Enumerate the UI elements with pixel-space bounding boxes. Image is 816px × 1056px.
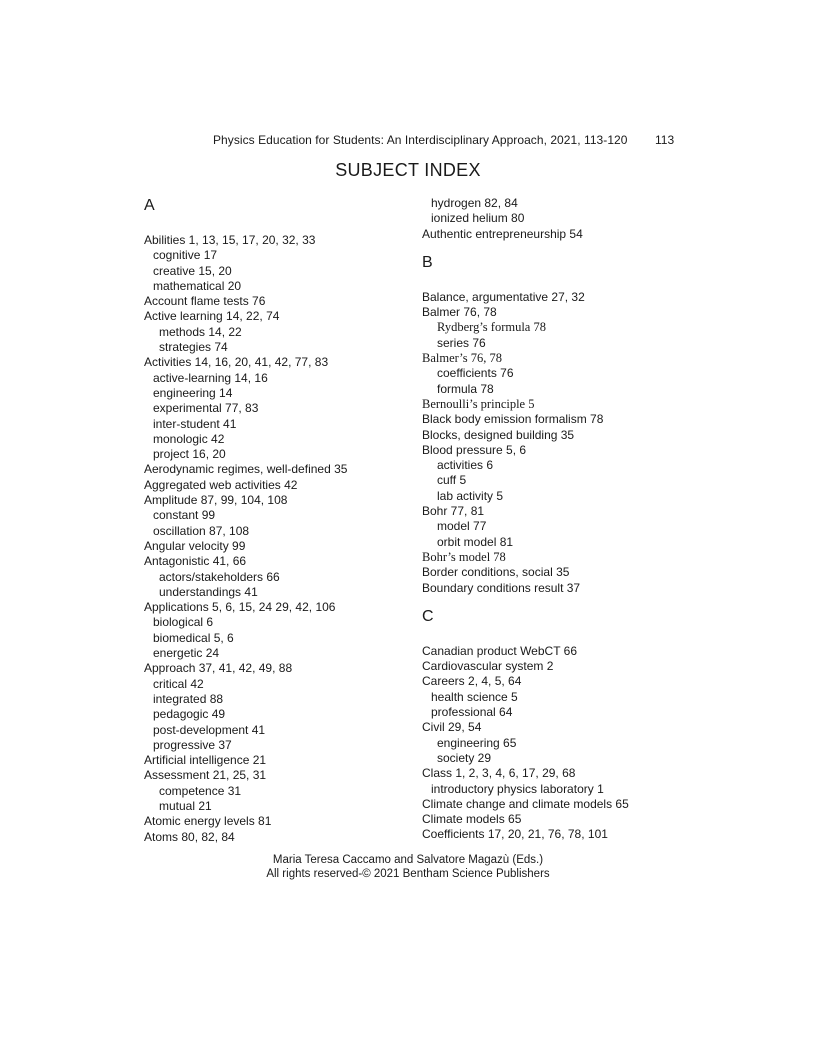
index-entry: Abilities 1, 13, 15, 17, 20, 32, 33 bbox=[144, 233, 316, 247]
spacer bbox=[422, 626, 712, 644]
index-subentry: strategies 74 bbox=[159, 340, 228, 355]
index-entry: Active learning 14, 22, 74 bbox=[144, 309, 280, 324]
index-entry: Balmer 76, 78 bbox=[422, 305, 497, 320]
index-column-right bbox=[422, 196, 712, 843]
index-entry: Boundary conditions result 37 bbox=[422, 580, 581, 595]
index-subentry: professional 64 bbox=[431, 705, 513, 720]
index-subentry: introductory physics laboratory 1 bbox=[431, 781, 604, 796]
index-subentry: engineering 65 bbox=[437, 735, 517, 750]
index-entry: Applications 5, 6, 15, 24 29, 42, 106 bbox=[144, 600, 336, 615]
index-entry: Antagonistic 41, 66 bbox=[144, 554, 247, 569]
index-entry: Activities 14, 16, 20, 41, 42, 77, 83 bbox=[144, 355, 329, 370]
entries-b bbox=[422, 290, 712, 596]
index-subentry: health science 5 bbox=[431, 689, 518, 704]
index-subentry: ionized helium 80 bbox=[431, 211, 525, 226]
index-column-left bbox=[144, 197, 414, 845]
index-subentry: oscillation 87, 108 bbox=[153, 523, 250, 538]
index-entry: Aggregated web activities 42 bbox=[144, 477, 298, 492]
footer-editors: Maria Teresa Caccamo and Salvatore Magazù (Eds.) bbox=[272, 854, 544, 866]
page-number: 113 bbox=[655, 133, 675, 147]
index-entry: Approach 37, 41, 42, 49, 88 bbox=[144, 661, 293, 676]
index-entry: Climate models 65 bbox=[422, 812, 522, 827]
index-entry: Artificial intelligence 21 bbox=[144, 753, 267, 768]
entries-a-continued bbox=[422, 196, 712, 242]
index-subentry: inter-student 41 bbox=[153, 416, 237, 431]
index-subentry: integrated 88 bbox=[153, 691, 224, 706]
index-entry: Bohr 77, 81 bbox=[422, 504, 485, 519]
index-subentry: project 16, 20 bbox=[153, 447, 226, 462]
page-title: SUBJECT INDEX bbox=[335, 160, 481, 180]
index-entry: Atoms 80, 82, 84 bbox=[144, 829, 235, 844]
index-entry: Authentic entrepreneurship 54 bbox=[422, 226, 583, 241]
index-entry: Angular velocity 99 bbox=[144, 538, 246, 553]
index-entry: Coefficients 17, 20, 21, 76, 78, 101 bbox=[422, 827, 608, 842]
index-subentry: cuff 5 bbox=[437, 473, 467, 488]
index-subentry: understandings 41 bbox=[159, 584, 258, 599]
index-subentry: mathematical 20 bbox=[153, 278, 242, 293]
index-subentry: active-learning 14, 16 bbox=[153, 370, 268, 385]
index-subentry: monologic 42 bbox=[153, 431, 225, 446]
index-entry: Climate change and climate models 65 bbox=[422, 796, 629, 811]
index-entry: Blocks, designed building 35 bbox=[422, 427, 575, 442]
index-entry: Amplitude 87, 99, 104, 108 bbox=[144, 493, 288, 508]
index-entry: Civil 29, 54 bbox=[422, 720, 482, 735]
index-subentry: Rydberg’s formula 78 bbox=[437, 320, 546, 335]
index-subentry: post-development 41 bbox=[153, 722, 266, 737]
index-subentry: methods 14, 22 bbox=[159, 324, 242, 339]
index-subentry: society 29 bbox=[437, 750, 492, 765]
index-entry: Cardiovascular system 2 bbox=[422, 659, 554, 674]
index-entry: Aerodynamic regimes, well-defined 35 bbox=[144, 462, 348, 477]
running-head: Physics Education for Students: An Interdisciplinary Approach, 2021, 113-120 bbox=[213, 133, 628, 147]
index-entry: Class 1, 2, 3, 4, 6, 17, 29, 68 bbox=[422, 766, 576, 781]
spacer bbox=[422, 272, 712, 290]
index-subentry: cognitive 17 bbox=[153, 248, 218, 263]
index-entry: Bernoulli’s principle 5 bbox=[422, 396, 535, 411]
index-subentry: mutual 21 bbox=[159, 798, 212, 813]
index-subentry: biomedical 5, 6 bbox=[153, 630, 234, 645]
entries-a bbox=[144, 233, 414, 845]
index-subentry: progressive 37 bbox=[153, 737, 232, 752]
index-subentry: series 76 bbox=[437, 335, 486, 350]
section-letter-a: A bbox=[144, 197, 155, 214]
index-subentry: model 77 bbox=[437, 519, 487, 534]
index-subentry: biological 6 bbox=[153, 615, 214, 630]
index-subentry: lab activity 5 bbox=[437, 488, 504, 503]
index-entry: Account flame tests 76 bbox=[144, 294, 266, 309]
index-entry: Border conditions, social 35 bbox=[422, 565, 570, 580]
entries-c bbox=[422, 644, 712, 843]
index-subentry: constant 99 bbox=[153, 508, 216, 523]
index-entry: Balmer’s 76, 78 bbox=[422, 351, 502, 366]
section-letter-b: B bbox=[422, 253, 433, 271]
footer-copyright: All rights reserved-© 2021 Bentham Science Publishers bbox=[266, 868, 550, 880]
index-subentry: competence 31 bbox=[159, 783, 242, 798]
footer bbox=[0, 853, 816, 881]
index-entry: Black body emission formalism 78 bbox=[422, 412, 604, 427]
index-entry: Bohr’s model 78 bbox=[422, 549, 506, 564]
index-entry: Careers 2, 4, 5, 64 bbox=[422, 674, 522, 689]
index-entry: Blood pressure 5, 6 bbox=[422, 442, 527, 457]
index-entry: Assessment 21, 25, 31 bbox=[144, 768, 267, 783]
index-subentry: experimental 77, 83 bbox=[153, 401, 259, 416]
index-subentry: creative 15, 20 bbox=[153, 263, 232, 278]
index-subentry: hydrogen 82, 84 bbox=[431, 196, 518, 210]
index-entry: Canadian product WebCT 66 bbox=[422, 643, 577, 658]
index-entry: Atomic energy levels 81 bbox=[144, 814, 272, 829]
index-subentry: actors/stakeholders 66 bbox=[159, 569, 280, 584]
index-subentry: formula 78 bbox=[437, 381, 494, 396]
index-subentry: coefficients 76 bbox=[437, 366, 514, 381]
spacer bbox=[144, 215, 414, 233]
index-entry: Balance, argumentative 27, 32 bbox=[422, 289, 585, 304]
spacer bbox=[422, 242, 712, 254]
index-subentry: energetic 24 bbox=[153, 646, 220, 661]
index-subentry: pedagogic 49 bbox=[153, 707, 226, 722]
index-subentry: engineering 14 bbox=[153, 385, 233, 400]
index-subentry: activities 6 bbox=[437, 458, 494, 473]
spacer bbox=[422, 596, 712, 608]
index-subentry: orbit model 81 bbox=[437, 534, 514, 549]
index-subentry: critical 42 bbox=[153, 676, 204, 691]
section-letter-c: C bbox=[422, 607, 434, 625]
